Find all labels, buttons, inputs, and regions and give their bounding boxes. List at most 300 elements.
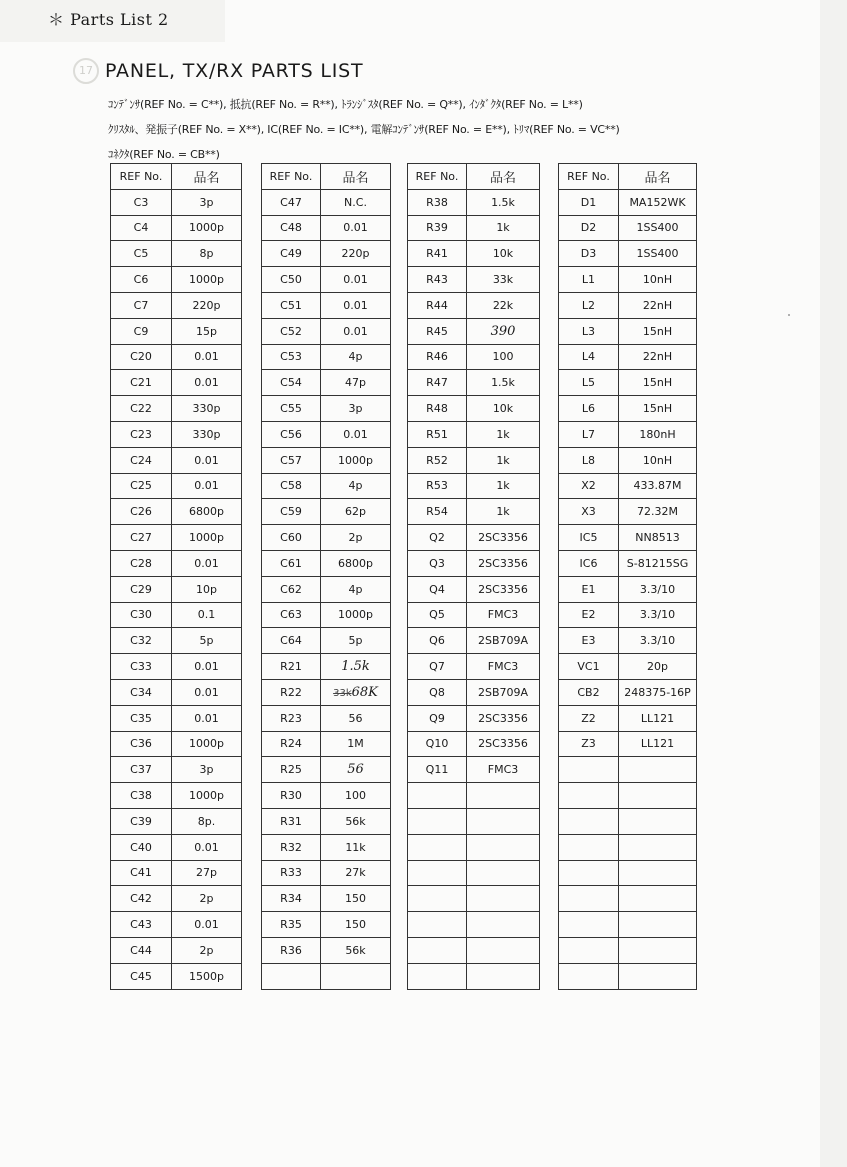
ref-no-cell: L5	[559, 370, 619, 396]
column-gap	[242, 499, 262, 525]
column-gap	[242, 318, 262, 344]
column-gap	[391, 937, 408, 963]
ref-no-cell: C23	[111, 421, 172, 447]
scan-speck	[788, 314, 790, 316]
table-row	[111, 963, 697, 989]
ref-no-cell: VC1	[559, 654, 619, 680]
ref-no-cell: R22	[262, 679, 321, 705]
column-gap	[391, 370, 408, 396]
part-name-cell: 0.01	[172, 344, 242, 370]
parts-table-body	[111, 164, 697, 990]
ref-no-cell: IC6	[559, 550, 619, 576]
ref-no-cell: C24	[111, 447, 172, 473]
part-name-cell: 2SB709A	[467, 628, 540, 654]
column-gap	[391, 886, 408, 912]
part-name-cell	[619, 860, 697, 886]
part-name-cell	[619, 937, 697, 963]
ref-no-cell: R52	[408, 447, 467, 473]
part-name-cell: 5p	[321, 628, 391, 654]
ref-no-cell: C47	[262, 189, 321, 215]
part-name-cell: 0.01	[172, 834, 242, 860]
part-name-cell	[321, 679, 391, 705]
part-name-cell	[619, 757, 697, 783]
part-name-cell: 6800p	[172, 499, 242, 525]
column-gap	[242, 602, 262, 628]
ref-no-cell	[559, 886, 619, 912]
table-row	[111, 396, 697, 422]
part-name-cell: 1000p	[321, 447, 391, 473]
ref-no-cell: C64	[262, 628, 321, 654]
part-name-cell: 220p	[172, 292, 242, 318]
part-name-cell: 1M	[321, 731, 391, 757]
column-gap	[391, 783, 408, 809]
ref-no-cell: R33	[262, 860, 321, 886]
part-name-cell: 56	[321, 757, 391, 783]
table-row	[111, 189, 697, 215]
ref-no-cell: R46	[408, 344, 467, 370]
part-name-cell: 0.01	[321, 292, 391, 318]
part-name-cell: 0.01	[172, 473, 242, 499]
part-name-cell: 15nH	[619, 318, 697, 344]
part-name-cell	[619, 783, 697, 809]
ref-no-cell: C40	[111, 834, 172, 860]
ref-no-cell	[408, 963, 467, 989]
part-name-cell: 10k	[467, 396, 540, 422]
column-gap	[540, 654, 559, 680]
ref-no-cell: C5	[111, 241, 172, 267]
ref-no-cell: C48	[262, 215, 321, 241]
ref-no-cell: C33	[111, 654, 172, 680]
part-name-cell: FMC3	[467, 654, 540, 680]
parts-table	[110, 163, 697, 990]
ref-no-cell: R41	[408, 241, 467, 267]
ref-no-cell: C57	[262, 447, 321, 473]
part-name-cell: 2p	[172, 886, 242, 912]
column-gap	[540, 757, 559, 783]
part-name-cell	[321, 963, 391, 989]
header-part-name: 品名	[321, 164, 391, 190]
ref-no-cell: IC5	[559, 525, 619, 551]
part-name-cell: 4p	[321, 576, 391, 602]
legend-line-2: ｸﾘｽﾀﾙ、発振子(REF No. = X**), IC(REF No. = IC**), 電解ｺﾝﾃﾞﾝｻ(REF No. = E**), ﾄﾘﾏ(REF No. = VC**)	[108, 123, 620, 136]
legend-line-3: ｺﾈｸﾀ(REF No. = CB**)	[108, 148, 220, 161]
part-name-cell: 3p	[172, 189, 242, 215]
column-gap	[391, 447, 408, 473]
ref-no-cell: Q6	[408, 628, 467, 654]
part-name-cell	[467, 808, 540, 834]
header-part-name: 品名	[619, 164, 697, 190]
column-gap	[242, 808, 262, 834]
column-gap	[540, 370, 559, 396]
ref-no-cell: Q9	[408, 705, 467, 731]
ref-no-cell: Q7	[408, 654, 467, 680]
part-name-cell: 1k	[467, 215, 540, 241]
part-name-cell	[467, 860, 540, 886]
ref-no-cell	[559, 783, 619, 809]
column-gap	[391, 189, 408, 215]
ref-no-cell: C36	[111, 731, 172, 757]
column-gap	[242, 292, 262, 318]
part-name-cell: 150	[321, 912, 391, 938]
part-name-cell: LL121	[619, 731, 697, 757]
part-name-cell: 0.01	[172, 705, 242, 731]
ref-no-cell: R36	[262, 937, 321, 963]
ref-no-cell	[559, 912, 619, 938]
column-gap	[242, 705, 262, 731]
part-name-cell: 10nH	[619, 267, 697, 293]
column-gap	[391, 241, 408, 267]
column-gap	[540, 602, 559, 628]
part-name-cell: 15nH	[619, 370, 697, 396]
part-name-cell: 0.1	[172, 602, 242, 628]
ref-no-cell: R21	[262, 654, 321, 680]
part-name-cell: 1000p	[172, 783, 242, 809]
ref-no-cell: C22	[111, 396, 172, 422]
column-gap	[540, 628, 559, 654]
ref-no-cell: C63	[262, 602, 321, 628]
part-name-cell: 2SC3356	[467, 705, 540, 731]
part-name-cell: 0.01	[172, 679, 242, 705]
column-gap	[242, 654, 262, 680]
column-gap	[242, 189, 262, 215]
part-name-cell: 390	[467, 318, 540, 344]
part-name-cell: 2SB709A	[467, 679, 540, 705]
part-name-cell: FMC3	[467, 757, 540, 783]
column-gap	[391, 602, 408, 628]
page-edge	[820, 0, 847, 1167]
part-name-cell: FMC3	[467, 602, 540, 628]
column-gap	[391, 628, 408, 654]
ref-no-cell: C58	[262, 473, 321, 499]
part-name-cell: 22nH	[619, 292, 697, 318]
ref-no-cell: Q10	[408, 731, 467, 757]
part-name-cell: 2SC3356	[467, 525, 540, 551]
table-row	[111, 576, 697, 602]
table-row	[111, 473, 697, 499]
ref-no-cell: R35	[262, 912, 321, 938]
ref-no-cell: D2	[559, 215, 619, 241]
ref-no-cell: R51	[408, 421, 467, 447]
part-name-cell: 330p	[172, 396, 242, 422]
column-gap	[540, 576, 559, 602]
part-name-cell: 2SC3356	[467, 550, 540, 576]
column-gap	[391, 344, 408, 370]
part-name-cell	[619, 886, 697, 912]
column-gap	[242, 731, 262, 757]
ref-no-cell	[408, 860, 467, 886]
part-name-cell: 220p	[321, 241, 391, 267]
column-gap	[242, 525, 262, 551]
part-name-cell: 3p	[321, 396, 391, 422]
ref-no-cell: Z3	[559, 731, 619, 757]
part-name-cell: 27p	[172, 860, 242, 886]
ref-no-cell: R45	[408, 318, 467, 344]
part-name-cell	[467, 783, 540, 809]
part-name-cell: 3.3/10	[619, 628, 697, 654]
column-gap	[242, 834, 262, 860]
ref-no-cell: R25	[262, 757, 321, 783]
ref-no-cell: Q3	[408, 550, 467, 576]
column-gap	[391, 421, 408, 447]
ref-no-cell: E1	[559, 576, 619, 602]
column-gap	[540, 963, 559, 989]
header-ref-no: REF No.	[408, 164, 467, 190]
ref-no-cell: C50	[262, 267, 321, 293]
ref-no-cell: R43	[408, 267, 467, 293]
ref-no-cell: E2	[559, 602, 619, 628]
column-gap	[391, 396, 408, 422]
part-name-cell: 1000p	[172, 215, 242, 241]
part-name-cell: 1SS400	[619, 215, 697, 241]
table-row	[111, 421, 697, 447]
part-name-cell	[619, 963, 697, 989]
column-gap	[540, 241, 559, 267]
ref-no-cell: Q4	[408, 576, 467, 602]
ref-no-cell	[559, 834, 619, 860]
part-name-cell: 150	[321, 886, 391, 912]
ref-no-cell: C21	[111, 370, 172, 396]
column-gap	[540, 189, 559, 215]
column-gap	[391, 576, 408, 602]
part-name-cell: 22nH	[619, 344, 697, 370]
ref-no-cell: D1	[559, 189, 619, 215]
part-name-cell: 56k	[321, 808, 391, 834]
ref-no-cell: C51	[262, 292, 321, 318]
column-gap	[540, 215, 559, 241]
part-name-cell: 2p	[321, 525, 391, 551]
table-row	[111, 499, 697, 525]
column-gap	[391, 808, 408, 834]
part-name-cell: 0.01	[321, 215, 391, 241]
table-row	[111, 292, 697, 318]
column-gap	[391, 267, 408, 293]
part-name-cell: 0.01	[172, 370, 242, 396]
part-name-cell: 15p	[172, 318, 242, 344]
ref-no-cell: C30	[111, 602, 172, 628]
page-title: PANEL, TX/RX PARTS LIST	[105, 60, 364, 82]
table-header-row	[111, 164, 697, 190]
table-row	[111, 783, 697, 809]
ref-no-cell: CB2	[559, 679, 619, 705]
part-name-cell: 4p	[321, 473, 391, 499]
ref-no-cell: C62	[262, 576, 321, 602]
table-row	[111, 318, 697, 344]
part-name-cell	[467, 886, 540, 912]
column-gap	[391, 860, 408, 886]
part-name-cell: 10p	[172, 576, 242, 602]
ref-no-cell: Q8	[408, 679, 467, 705]
ref-no-cell: C37	[111, 757, 172, 783]
ref-no-cell: C54	[262, 370, 321, 396]
column-gap	[540, 396, 559, 422]
part-name-cell: 0.01	[321, 421, 391, 447]
ref-no-cell: C43	[111, 912, 172, 938]
part-name-cell: 1500p	[172, 963, 242, 989]
column-gap	[242, 267, 262, 293]
ref-no-cell: C27	[111, 525, 172, 551]
column-gap	[391, 550, 408, 576]
part-name-cell: 100	[467, 344, 540, 370]
ref-no-cell	[408, 886, 467, 912]
ref-no-cell: C59	[262, 499, 321, 525]
part-name-cell: 2SC3356	[467, 731, 540, 757]
part-name-cell	[467, 834, 540, 860]
column-gap	[242, 860, 262, 886]
ref-no-cell: C7	[111, 292, 172, 318]
part-name-cell: S-81215SG	[619, 550, 697, 576]
ref-no-cell: C6	[111, 267, 172, 293]
column-gap	[242, 757, 262, 783]
part-name-cell: 433.87M	[619, 473, 697, 499]
column-gap	[391, 499, 408, 525]
ref-no-cell	[408, 937, 467, 963]
part-name-cell: 62p	[321, 499, 391, 525]
ref-no-cell: X2	[559, 473, 619, 499]
column-gap	[242, 937, 262, 963]
part-name-cell: 3.3/10	[619, 602, 697, 628]
ref-no-cell	[408, 783, 467, 809]
table-row	[111, 886, 697, 912]
column-gap	[242, 447, 262, 473]
part-name-cell	[619, 912, 697, 938]
ref-no-cell: C61	[262, 550, 321, 576]
ref-no-cell	[262, 963, 321, 989]
column-gap	[540, 164, 559, 190]
ref-no-cell: C41	[111, 860, 172, 886]
part-name-cell	[467, 937, 540, 963]
ref-no-cell: R48	[408, 396, 467, 422]
ref-no-cell: L6	[559, 396, 619, 422]
header-ref-no: REF No.	[559, 164, 619, 190]
column-gap	[540, 525, 559, 551]
column-gap	[242, 550, 262, 576]
column-gap	[540, 292, 559, 318]
part-name-cell: 180nH	[619, 421, 697, 447]
column-gap	[391, 215, 408, 241]
table-row	[111, 370, 697, 396]
part-name-cell: 8p	[172, 241, 242, 267]
ref-no-cell: R44	[408, 292, 467, 318]
column-gap	[242, 576, 262, 602]
part-name-cell: MA152WK	[619, 189, 697, 215]
ref-no-cell: C9	[111, 318, 172, 344]
part-name-cell: 0.01	[172, 550, 242, 576]
header-part-name: 品名	[172, 164, 242, 190]
part-name-cell: 1000p	[172, 267, 242, 293]
table-row	[111, 447, 697, 473]
ref-no-cell: R47	[408, 370, 467, 396]
part-name-cell: LL121	[619, 705, 697, 731]
ref-no-cell: R24	[262, 731, 321, 757]
part-name-cell: 56	[321, 705, 391, 731]
table-row	[111, 654, 697, 680]
table-row	[111, 679, 697, 705]
column-gap	[540, 267, 559, 293]
ref-no-cell: Q11	[408, 757, 467, 783]
ref-no-cell: C49	[262, 241, 321, 267]
table-row	[111, 834, 697, 860]
column-gap	[242, 421, 262, 447]
part-name-cell: 1000p	[172, 525, 242, 551]
ref-no-cell: C60	[262, 525, 321, 551]
ref-no-cell: C34	[111, 679, 172, 705]
part-name-cell: 4p	[321, 344, 391, 370]
ref-no-cell: L3	[559, 318, 619, 344]
column-gap	[391, 473, 408, 499]
part-name-cell: 1.5k	[467, 189, 540, 215]
column-gap	[540, 783, 559, 809]
part-name-cell: 100	[321, 783, 391, 809]
ref-no-cell: C39	[111, 808, 172, 834]
struck-value: 33k	[333, 687, 352, 699]
part-name-cell: 8p.	[172, 808, 242, 834]
ref-no-cell: E3	[559, 628, 619, 654]
part-name-cell	[467, 912, 540, 938]
column-gap	[540, 344, 559, 370]
page-stamp: 17	[73, 58, 99, 84]
part-name-cell: 11k	[321, 834, 391, 860]
ref-no-cell: R30	[262, 783, 321, 809]
part-name-cell: 2SC3356	[467, 576, 540, 602]
ref-no-cell	[408, 808, 467, 834]
ref-no-cell: C45	[111, 963, 172, 989]
column-gap	[242, 164, 262, 190]
ref-no-cell: C42	[111, 886, 172, 912]
table-row	[111, 628, 697, 654]
table-row	[111, 731, 697, 757]
table-row	[111, 912, 697, 938]
table-row	[111, 550, 697, 576]
column-gap	[540, 705, 559, 731]
column-gap	[242, 344, 262, 370]
table-row	[111, 267, 697, 293]
ref-no-cell: L4	[559, 344, 619, 370]
ref-no-cell: L8	[559, 447, 619, 473]
column-gap	[242, 241, 262, 267]
part-name-cell: 0.01	[172, 447, 242, 473]
column-gap	[391, 654, 408, 680]
header-ref-no: REF No.	[262, 164, 321, 190]
part-name-cell: 27k	[321, 860, 391, 886]
column-gap	[540, 447, 559, 473]
ref-no-cell	[559, 808, 619, 834]
part-name-cell: 20p	[619, 654, 697, 680]
column-gap	[391, 757, 408, 783]
ref-no-cell: C32	[111, 628, 172, 654]
ref-no-cell: C20	[111, 344, 172, 370]
column-gap	[242, 628, 262, 654]
column-gap	[391, 164, 408, 190]
column-gap	[391, 731, 408, 757]
ref-no-cell: C25	[111, 473, 172, 499]
table-row	[111, 602, 697, 628]
part-name-cell: 1.5k	[467, 370, 540, 396]
column-gap	[540, 731, 559, 757]
ref-no-cell: C26	[111, 499, 172, 525]
column-gap	[540, 912, 559, 938]
column-gap	[540, 421, 559, 447]
column-gap	[540, 473, 559, 499]
ref-no-cell: C56	[262, 421, 321, 447]
ref-no-cell	[408, 834, 467, 860]
column-gap	[242, 215, 262, 241]
ref-no-cell: L7	[559, 421, 619, 447]
table-row	[111, 808, 697, 834]
ref-no-cell: R34	[262, 886, 321, 912]
ref-no-cell	[559, 937, 619, 963]
column-gap	[391, 292, 408, 318]
table-row	[111, 525, 697, 551]
